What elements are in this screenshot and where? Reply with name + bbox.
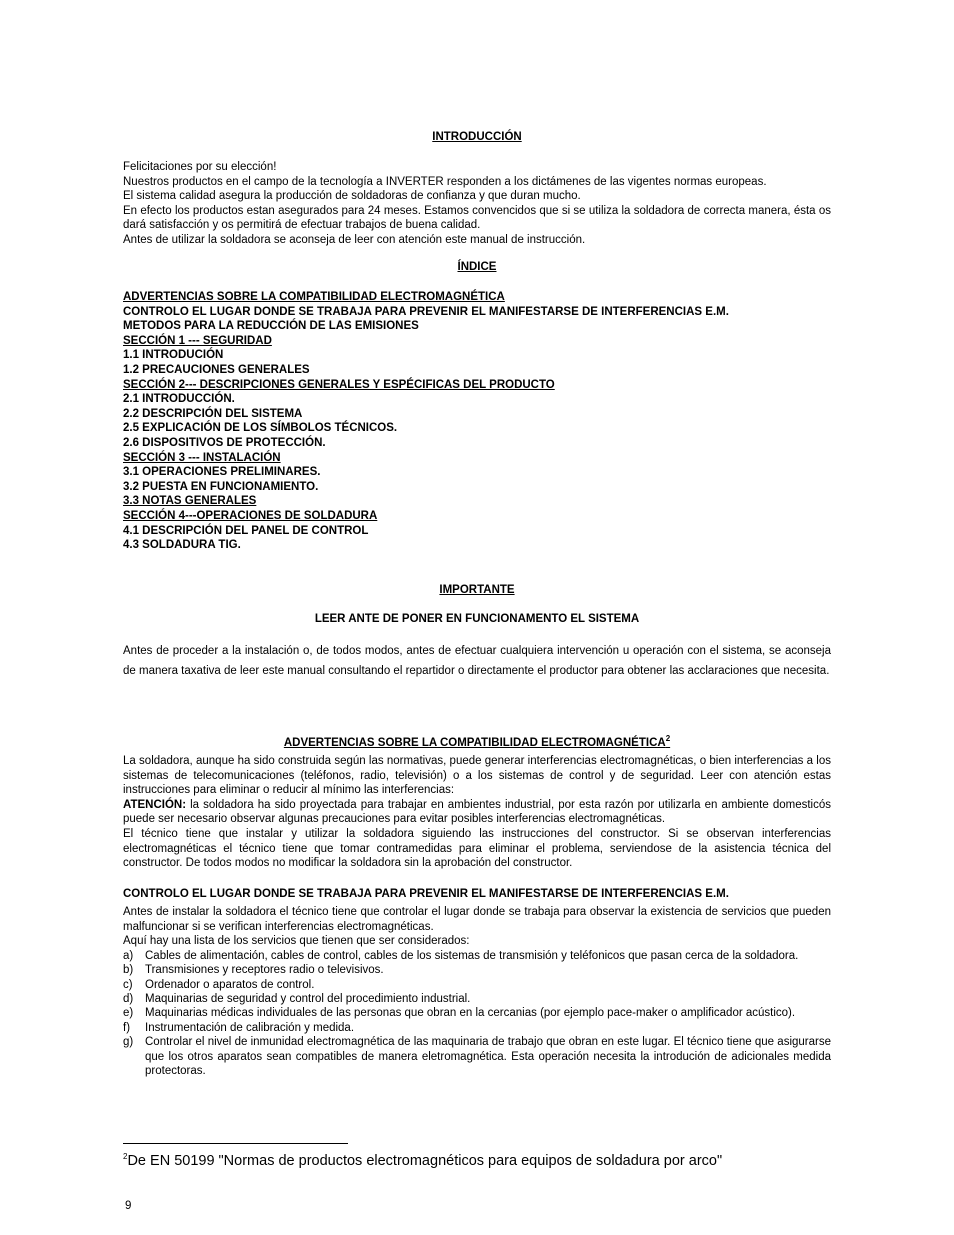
emc-title xyxy=(123,734,831,749)
intro-line: El sistema calidad asegura la producción de soldadoras de confianza y que duran mucho. xyxy=(123,190,581,203)
intro-line: Nuestros productos en el campo de la tecnología a INVERTER responden a los dictámenes de las vigentes normas europeas. xyxy=(123,175,767,188)
list-item-letter: a) xyxy=(123,949,134,962)
intro-line: Antes de utilizar la soldadora se aconseja de leer con atención este manual de instrucción. xyxy=(123,233,586,246)
list-item xyxy=(123,1035,831,1078)
list-item-text: Ordenador o aparatos de control. xyxy=(145,978,315,991)
control-list-intro: Aquí hay una lista de los servicios que tienen que ser considerados: xyxy=(123,935,470,948)
important-body-wrap xyxy=(123,642,831,681)
index-item: 2.6 DISPOSITIVOS DE PROTECCIÓN. xyxy=(123,436,326,449)
index-list xyxy=(123,290,831,553)
list-item-text: Maquinarias médicas individuales de las personas que obran en la cercanias (por ejemplo pace-maker o amplificador acústico). xyxy=(145,1007,796,1020)
important-title: IMPORTANTE xyxy=(439,584,515,596)
services-list xyxy=(123,949,831,1079)
important-body: Antes de proceder a la instalación o, de todos modos, antes de efectuar cualquiera intervención u operación con el sistema, se aconseja de manera taxativa de leer este manual consultando el repartidor o directamente el productor para obtener las acclaraciones que necesita. xyxy=(123,645,831,677)
list-item-letter: c) xyxy=(123,978,133,991)
list-item-letter: e) xyxy=(123,1007,134,1020)
footnote-text: De EN 50199 "Normas de productos electromagnéticos para equipos de soldadura por arco" xyxy=(127,1152,723,1169)
index-item: SECCIÓN 2--- DESCRIPCIONES GENERALES Y ESPÉCIFICAS DEL PRODUCTO xyxy=(123,378,555,391)
list-item xyxy=(123,949,831,963)
list-item xyxy=(123,992,831,1006)
list-item-text: Maquinarias de seguridad y control del procedimiento industrial. xyxy=(145,993,471,1005)
index-item: SECCIÓN 1 --- SEGURIDAD xyxy=(123,334,272,347)
index-item: 3.3 NOTAS GENERALES xyxy=(123,495,257,508)
list-item-letter: g) xyxy=(123,1036,134,1049)
list-item-text: Transmisiones y receptores radio o televisivos. xyxy=(145,964,384,977)
index-item: 2.1 INTRODUCCIÓN. xyxy=(123,393,235,406)
index-item: 2.2 DESCRIPCIÓN DEL SISTEMA xyxy=(123,407,303,420)
intro-line: Felicitaciones por su elección! xyxy=(123,161,277,173)
index-item: 2.5 EXPLICACIÓN DE LOS SÍMBOLOS TÉCNICOS. xyxy=(123,422,398,435)
index-title: ÍNDICE xyxy=(457,261,497,273)
emc-section xyxy=(123,754,831,871)
index-item: ADVERTENCIAS SOBRE LA COMPATIBILIDAD ELECTROMAGNÉTICA xyxy=(123,291,505,303)
list-item xyxy=(123,963,831,977)
list-item xyxy=(123,1021,831,1035)
list-item-letter: f) xyxy=(123,1021,131,1034)
intro-title: INTRODUCCIÓN xyxy=(432,131,522,143)
footnote-number: 2 xyxy=(123,1152,128,1161)
attention-text: la soldadora ha sido proyectada para trabajar en ambientes industrial, por esta razón por utilizarla en ambiente domesticós puede ser necesario observar algunas precauciones para evitar posibles interferencias electromagnéticas. xyxy=(123,798,831,826)
control-section xyxy=(123,888,831,1078)
control-title: CONTROLO EL LUGAR DONDE SE TRABAJA PARA PREVENIR EL MANIFESTARSE DE INTERFERENCIAS E.M. xyxy=(123,888,729,900)
list-item-letter: b) xyxy=(123,964,134,977)
control-intro: Antes de instalar la soldadora el técnico tiene que controlar el lugar donde se trabaja para observar la existencia de servicios que pueden malfuncionar si se verifican interferencias electromagnéticas. xyxy=(123,906,831,933)
index-item: SECCIÓN 4---OPERACIONES DE SOLDADURA xyxy=(123,509,378,522)
list-item-letter: d) xyxy=(123,993,134,1005)
list-item-text: Instrumentación de calibración y medida. xyxy=(145,1021,355,1034)
emc-paragraph: El técnico tiene que instalar y utilizar la soldadora siguiendo las instrucciones del constructor. Si se observan interferencias electromagnéticas el técnico tiene que tomar contramedidas para eliminar el problema, serviendose de la asistencia técnica del constructor. De todos modos no modificar la soldadora sin la aprobación del constructor. xyxy=(123,827,831,870)
list-item-text: Cables de alimentación, cables de control, cables de los sistemas de transmisión y teléfonicos que pasan cerca de la soldadora. xyxy=(145,949,799,962)
index-item: 3.2 PUESTA EN FUNCIONAMIENTO. xyxy=(123,480,319,493)
footnote xyxy=(123,1152,722,1169)
index-item: 4.1 DESCRIPCIÓN DEL PANEL DE CONTROL xyxy=(123,524,369,537)
index-item: 1.2 PRECAUCIONES GENERALES xyxy=(123,363,310,376)
emc-attention xyxy=(123,798,831,827)
index-item: 1.1 INTRODUCIÓN xyxy=(123,349,224,362)
index-item: 4.3 SOLDADURA TIG. xyxy=(123,539,241,552)
list-item xyxy=(123,1006,831,1020)
intro-line: En efecto los productos estan asegurados para 24 meses. Estamos convencidos que si se utiliza la soldadora de correcta manera, ésta os dará satisfacción y os permitirá de efectuar trabajos de buena calidad. xyxy=(123,204,831,232)
footnote-divider xyxy=(123,1143,348,1144)
footnote-ref: 2 xyxy=(665,734,671,743)
list-item xyxy=(123,978,831,992)
emc-title-text: ADVERTENCIAS SOBRE LA COMPATIBILIDAD ELECTROMAGNÉTICA xyxy=(283,736,666,749)
emc-paragraph: La soldadora, aunque ha sido construida según las normativas, puede generar interferencias electromagnéticas, o bien interferencias a los sistemas de telecomunicaciones (teléfonos, radio, televisión) o a los sistemas de control y de seguridad. Leer con atención estas instrucciones para eliminar o reducir al mínimo las interferencias: xyxy=(123,755,831,797)
attention-label: ATENCIÓN: xyxy=(123,798,187,811)
index-item: CONTROLO EL LUGAR DONDE SE TRABAJA PARA PREVENIR EL MANIFESTARSE DE INTERFERENCIAS E.M. xyxy=(123,305,729,318)
index-item: METODOS PARA LA REDUCCIÓN DE LAS EMISIONES xyxy=(123,320,419,333)
index-item: SECCIÓN 3 --- INSTALACIÓN xyxy=(123,451,281,464)
page-number: 9 xyxy=(125,1200,132,1212)
index-item: 3.1 OPERACIONES PRELIMINARES. xyxy=(123,466,321,479)
list-item-text: Controlar el nivel de inmunidad electromagnética de las maquinaria de trabajo que obran en este lugar. El técnico tiene que asigurarse que los otros aparatos sean compatibles de manera eletromagnética. Esta operación necesita la introdución de adicionales medida protectoras. xyxy=(145,1036,831,1078)
intro-section xyxy=(123,160,831,248)
important-subtitle: LEER ANTE DE PONER EN FUNCIONAMENTO EL SISTEMA xyxy=(314,613,640,625)
